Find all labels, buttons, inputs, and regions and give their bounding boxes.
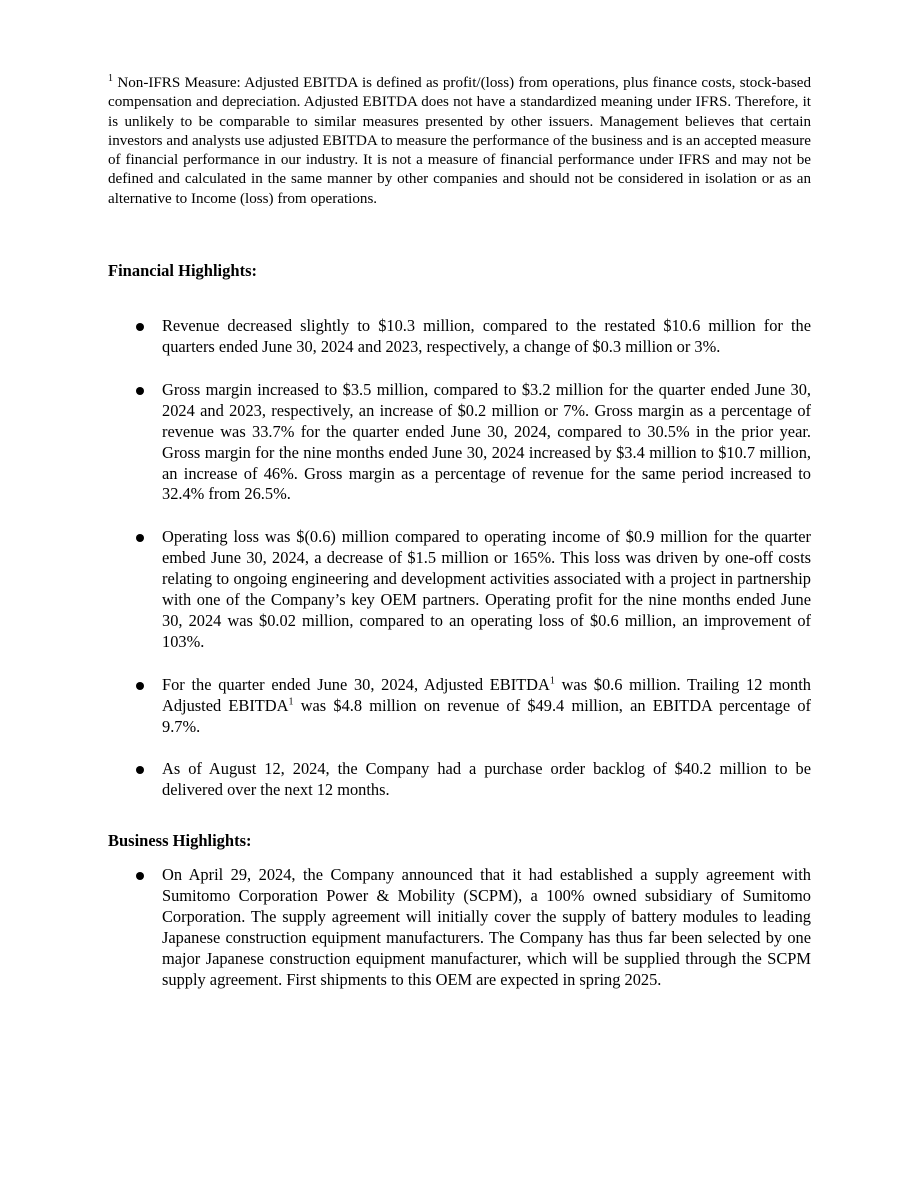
ebitda-text-part1: For the quarter ended June 30, 2024, Adjusted EBITDA: [162, 674, 550, 694]
supply-agreement-bullet-text: On April 29, 2024, the Company announced that it had established a supply agreement with Sumitomo Corporation Power & Mobility (SCPM), a 100% owned subsidiary of Sumitomo Corporation. The supply agreement will initially cover the supply of battery modules to leading Japanese construction equipment manufacturers. The Company has thus far been selected by one major Japanese construction equipment manufacturer, which will be supplied through the SCPM supply agreement. First shipments to this OEM are expected in spring 2025.: [162, 865, 811, 989]
financial-highlights-heading: Financial Highlights:: [108, 261, 257, 281]
list-item: [108, 865, 811, 990]
ebitda-footnote-ref: 1: [549, 675, 555, 687]
document-page: [108, 74, 811, 1013]
bullet-icon: [136, 766, 144, 774]
footnote-text: Non-IFRS Measure: Adjusted EBITDA is defined as profit/(loss) from operations, plus finance costs, stock-based compensation and depreciation. Adjusted EBITDA does not have a standardized meaning under IFRS. Therefore, it is unlikely to be comparable to similar measures presented by other issuers. Management believes that certain investors and analysts use adjusted EBITDA to measure the performance of the business and is an accepted measure of financial performance in our industry. It is not a measure of financial performance under IFRS and may not be defined and calculated in the same manner by other companies and should not be considered in isolation or as an alternative to Income (loss) from operations.: [108, 75, 811, 207]
footnote-marker: 1: [108, 72, 113, 84]
gross-margin-bullet-text: Gross margin increased to $3.5 million, compared to $3.2 million for the quarter ended June 30, 2024 and 2023, respectively, an increase of $0.2 million or 7%. Gross margin as a percentage of revenue was 33.7% for the quarter ended June 30, 2024, compared to 30.5% in the prior year. Gross margin for the nine months ended June 30, 2024 increased by $3.4 million to $10.7 million, an increase of 46%. Gross margin as a percentage of revenue for the same period increased to 32.4% from 26.5%.: [162, 379, 811, 504]
ebitda-text-part3: was $4.8 million on revenue of $49.4 million, an EBITDA percentage of 9.7%.: [162, 695, 811, 736]
list-item: [108, 759, 811, 801]
bullet-icon: [136, 872, 144, 880]
list-item: [108, 675, 811, 738]
operating-loss-bullet-text: Operating loss was $(0.6) million compared to operating income of $0.9 million for the quarter embed June 30, 2024, a decrease of $1.5 million or 165%. This loss was driven by one-off costs relating to ongoing engineering and development activities associated with a project in partnership with one of the Company’s key OEM partners. Operating profit for the nine months ended June 30, 2024 was $0.02 million, compared to an operating loss of $0.6 million, an improvement of 103%.: [162, 527, 811, 651]
ebitda-bullet-text: [162, 675, 811, 738]
list-item: [108, 380, 811, 505]
bullet-icon: [136, 323, 144, 331]
business-highlights-list: [108, 865, 811, 990]
revenue-bullet-text: Revenue decreased slightly to $10.3 million, compared to the restated $10.6 million for the quarters ended June 30, 2024 and 2023, respectively, a change of $0.3 million or 3%.: [162, 316, 811, 356]
ebitda-footnote-ref: 1: [288, 696, 294, 708]
ebitda-text-part2: was $0.6 million. Trailing 12 month Adjusted EBITDA: [162, 674, 811, 715]
footnote-non-ifrs: [108, 74, 811, 209]
list-item: [108, 316, 811, 358]
bullet-icon: [136, 534, 144, 542]
backlog-bullet-text: As of August 12, 2024, the Company had a purchase order backlog of $40.2 million to be delivered over the next 12 months.: [162, 759, 811, 800]
list-item: [108, 527, 811, 652]
bullet-icon: [136, 682, 144, 690]
financial-highlights-list: [108, 316, 811, 801]
business-highlights-heading: Business Highlights:: [108, 831, 252, 851]
bullet-icon: [136, 387, 144, 395]
